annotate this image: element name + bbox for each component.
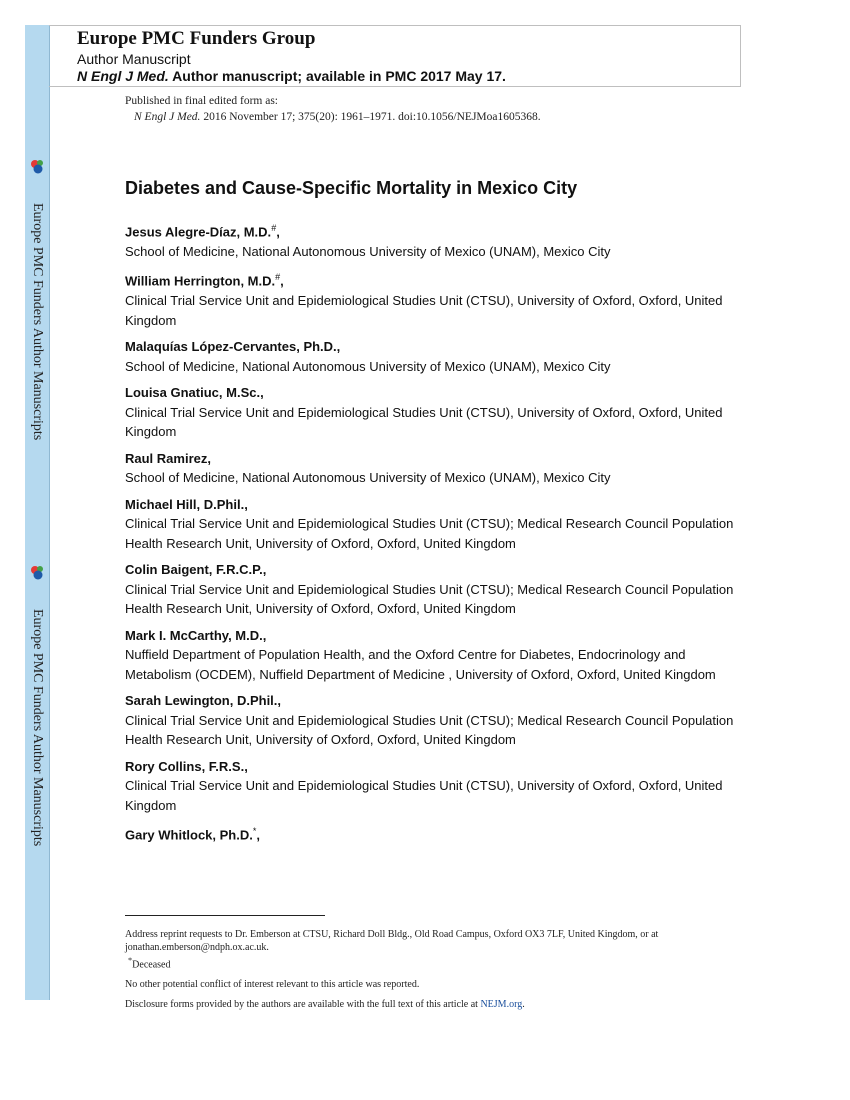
author-affiliation: School of Medicine, National Autonomous University of Mexico (UNAM), Mexico City [125,470,611,486]
author-name: Rory Collins, F.R.S. [125,758,245,774]
author-affiliation: Clinical Trial Service Unit and Epidemiological Studies Unit (CTSU), University of Oxford, Oxford, United Kingdom [125,293,723,328]
header-subtitle: Author Manuscript [77,51,191,67]
author-name-line: Michael Hill, D.Phil., [125,496,248,512]
europe-pmc-logo-icon [29,564,45,580]
author-name: Jesus Alegre-Díaz, M.D. [125,224,272,240]
header-availability: Author manuscript; available in PMC 2017 May 17. [172,68,506,84]
author-name: Mark I. McCarthy, M.D. [125,627,263,643]
author-name-line: Mark I. McCarthy, M.D., [125,627,267,643]
reprint-note: Address reprint requests to Dr. Emberson at CTSU, Richard Doll Bldg., Old Road Campus, Oxford OX3 7LF, United Kingdom, or at jonathan.emberson@ndph.ox.ac.uk. [125,929,659,953]
author-name-line: Rory Collins, F.R.S., [125,758,248,774]
author-name: Malaquías López-Cervantes, Ph.D. [125,339,337,355]
author-affiliation: School of Medicine, National Autonomous University of Mexico (UNAM), Mexico City [125,358,611,374]
conflict-note: No other potential conflict of interest relevant to this article was reported. [125,979,420,991]
author-name-line: William Herrington, M.D.#, [125,272,284,289]
author-name: Louisa Gnatiuc, M.Sc. [125,385,261,401]
footnote-divider [125,915,325,916]
deceased-mark: * [128,956,133,965]
author-entry [125,822,735,845]
author-mark: # [271,223,277,233]
deceased-text: Deceased [132,959,171,971]
citation-details: 2016 November 17; 375(20): 1961–1971. doi:10.1056/NEJMoa1605368. [203,111,541,123]
author-affiliation: Clinical Trial Service Unit and Epidemiological Studies Unit (CTSU); Medical Research Council Population Health Research Unit, University of Oxford, Oxford, United Kingdom [125,516,734,551]
author-entry [125,560,735,619]
author-mark: # [275,272,281,283]
author-name-line: Jesus Alegre-Díaz, M.D.#, [125,223,280,240]
disclosure-note [125,998,725,1011]
header-journal-line [77,68,506,84]
author-entry [125,449,735,488]
author-name-line: Louisa Gnatiuc, M.Sc., [125,385,264,401]
article-title: Diabetes and Cause-Specific Mortality in Mexico City [125,178,578,198]
publication-info [125,93,541,125]
author-entry [125,383,735,442]
author-name: Michael Hill, D.Phil. [125,496,245,512]
author-name: Sarah Lewington, D.Phil. [125,693,278,709]
manuscript-header [49,25,741,87]
author-name-line: Gary Whitlock, Ph.D.*, [125,826,260,843]
author-entry [125,495,735,554]
sidebar-label: Europe PMC Funders Author Manuscripts [30,609,45,847]
sidebar-banner [25,25,50,1000]
published-label: Published in final edited form as: [125,95,278,107]
author-entry [125,757,735,816]
author-name-line: Colin Baigent, F.R.C.P., [125,562,267,578]
author-affiliation: Clinical Trial Service Unit and Epidemiological Studies Unit (CTSU), University of Oxford, Oxford, United Kingdom [125,404,723,440]
header-org: Europe PMC Funders Group [77,28,316,49]
author-name: Colin Baigent, F.R.C.P. [125,562,263,578]
europe-pmc-logo-icon [29,158,45,174]
header-journal: N Engl J Med. [77,68,169,84]
disclosure-end: . [522,999,525,1011]
sidebar-label: Europe PMC Funders Author Manuscripts [30,203,45,441]
author-list [125,219,735,852]
author-entry [125,219,735,261]
author-affiliation: Nuffield Department of Population Health, and the Oxford Centre for Diabetes, Endocrinology and Metabolism (OCDEM), Nuffield Department of Medicine , University of Oxford, Oxford, United Kingdom [125,647,716,682]
author-name-line: Malaquías López-Cervantes, Ph.D., [125,339,341,355]
author-mark: * [252,826,257,837]
nejm-link[interactable]: NEJM.org [480,999,523,1011]
author-name: Raul Ramirez [125,450,208,466]
author-affiliation: School of Medicine, National Autonomous University of Mexico (UNAM), Mexico City [125,243,611,259]
disclosure-text: Disclosure forms provided by the authors are available with the full text of this article at [125,999,481,1011]
author-name: Gary Whitlock, Ph.D. [125,827,253,843]
deceased-note [125,954,725,971]
citation-journal: N Engl J Med. [134,111,201,123]
author-entry [125,691,735,750]
author-name: William Herrington, M.D. [125,273,276,289]
author-entry [125,626,735,685]
citation-line [125,109,541,125]
author-affiliation: Clinical Trial Service Unit and Epidemiological Studies Unit (CTSU); Medical Research Council Population Health Research Unit, University of Oxford, Oxford, United Kingdom [125,712,734,748]
footnotes [125,928,725,1011]
author-entry [125,268,735,330]
author-name-line: Raul Ramirez, [125,450,211,466]
author-affiliation: Clinical Trial Service Unit and Epidemiological Studies Unit (CTSU); Medical Research Council Population Health Research Unit, University of Oxford, Oxford, United Kingdom [125,581,734,617]
author-name-line: Sarah Lewington, D.Phil., [125,693,282,709]
author-affiliation: Clinical Trial Service Unit and Epidemiological Studies Unit (CTSU), University of Oxford, Oxford, United Kingdom [125,778,723,813]
author-entry [125,337,735,376]
